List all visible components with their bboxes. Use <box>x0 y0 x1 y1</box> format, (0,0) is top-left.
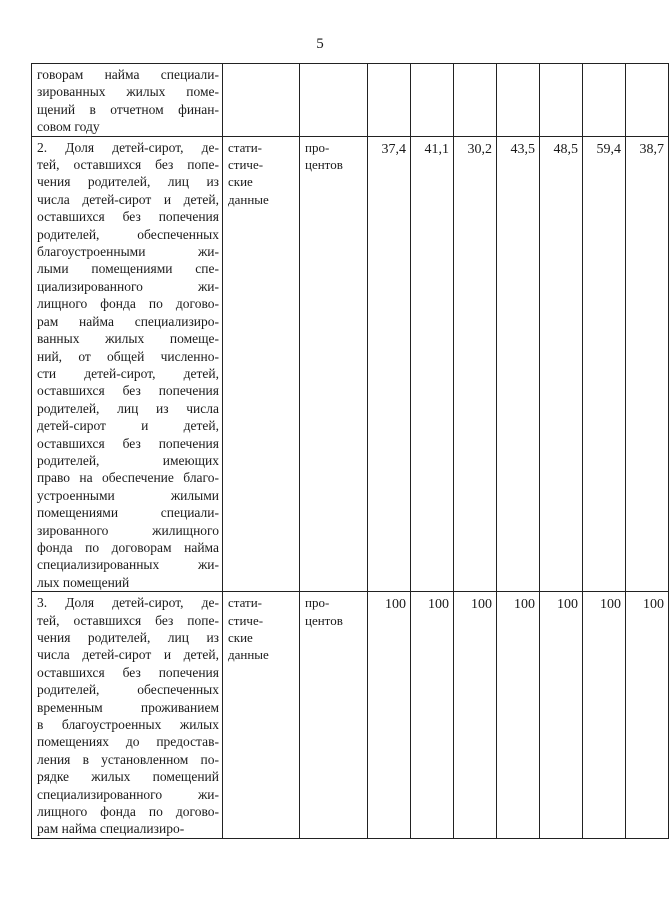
value-cell <box>540 64 583 137</box>
indicator-text-line: детей-сирот и детей, <box>37 418 219 434</box>
indicator-text-line: оставшихся без попечения <box>37 435 219 451</box>
value-cell <box>626 64 669 137</box>
indicator-text-line: оставшихся без попечения <box>37 664 219 680</box>
value-cell <box>368 64 411 137</box>
source-text-line: данные <box>228 191 269 207</box>
table-row <box>32 136 669 592</box>
indicator-text-line: благоустроенными жи- <box>37 244 219 260</box>
indicator-text-line: тей, оставшихся без попе- <box>37 157 219 173</box>
value-cell: 100 <box>368 592 411 839</box>
indicator-text-line: рам найма специализиро- <box>37 821 185 837</box>
indicator-text-line: помещениями специали- <box>37 505 219 521</box>
indicator-cell <box>32 64 223 137</box>
indicator-text-line: родителей, лиц из числа <box>37 400 219 416</box>
indicator-text-line: совом году <box>37 119 100 135</box>
unit-text-line: про- <box>305 139 330 155</box>
indicator-text-line: чения родителей, лиц из <box>37 630 219 645</box>
indicator-text-line: рядке жилых помещений <box>37 769 219 785</box>
indicator-text-line: специализированного жи- <box>37 786 219 802</box>
indicators-table <box>31 63 669 839</box>
indicator-text-line: щений в отчетном финан- <box>37 101 219 117</box>
value-cell: 100 <box>411 592 454 839</box>
indicator-text-line: лищного фонда по догово- <box>37 804 219 820</box>
indicator-text-line: ний, от общей численно- <box>37 348 219 364</box>
indicator-text-line: 2. Доля детей-сирот, де- <box>37 139 219 155</box>
indicator-text-line: временным проживанием <box>37 699 219 715</box>
source-cell <box>223 64 300 137</box>
source-cell <box>223 592 300 839</box>
indicator-text-line: зированного жилищного <box>37 522 219 538</box>
unit-cell <box>300 592 368 839</box>
indicator-text-line: чения родителей, лиц из <box>37 174 219 190</box>
indicator-text-line: зированных жилых поме- <box>37 84 219 100</box>
unit-text-line: центов <box>305 612 343 628</box>
unit-cell <box>300 64 368 137</box>
indicator-text-line: лых помещений <box>37 574 130 590</box>
indicator-text-line: 3. Доля детей-сирот, де- <box>37 595 219 611</box>
source-text-line: стати- <box>228 139 263 155</box>
value-cell: 100 <box>497 592 540 839</box>
value-cell: 30,2 <box>454 136 497 592</box>
indicator-text-line: числа детей-сирот и детей, <box>37 191 219 207</box>
indicator-text-line: циализированного жи- <box>37 278 219 294</box>
unit-cell <box>300 136 368 592</box>
indicator-text-line: устроенными жилыми <box>37 487 219 503</box>
indicator-text-line: тей, оставшихся без попе- <box>37 612 219 628</box>
value-cell: 43,5 <box>497 136 540 592</box>
indicator-text-line: помещениях до предостав- <box>37 734 219 750</box>
value-cell: 48,5 <box>540 136 583 592</box>
indicator-text-line: ванных жилых помеще- <box>37 331 219 347</box>
value-cell: 41,1 <box>411 136 454 592</box>
indicator-text-line: оставшихся без попечения <box>37 209 219 225</box>
indicator-text-line: рам найма специализиро- <box>37 313 219 329</box>
value-cell: 100 <box>583 592 626 839</box>
source-text-line: стиче- <box>228 612 264 628</box>
indicator-text-line: сти детей-сирот, детей, <box>37 365 219 381</box>
indicator-cell <box>32 136 223 592</box>
source-text-line: стати- <box>228 595 263 611</box>
indicator-text-line: ления в установленном по- <box>37 751 219 767</box>
source-text-line: данные <box>228 647 269 663</box>
indicator-text-line: говорам найма специали- <box>37 67 219 82</box>
source-text-line: стиче- <box>228 157 264 173</box>
value-cell: 38,7 <box>626 136 669 592</box>
indicator-text-line: право на обеспечение благо- <box>37 470 219 486</box>
table-row <box>32 64 669 137</box>
value-cell <box>583 64 626 137</box>
indicator-text-line: в благоустроенных жилых <box>37 717 219 733</box>
value-cell <box>497 64 540 137</box>
table-row <box>32 592 669 839</box>
unit-text-line: центов <box>305 157 343 173</box>
indicator-cell <box>32 592 223 839</box>
value-cell <box>454 64 497 137</box>
indicator-text-line: лищного фонда по догово- <box>37 296 219 312</box>
indicator-text-line: родителей, обеспеченных <box>37 682 219 698</box>
indicator-text-line: оставшихся без попечения <box>37 383 219 399</box>
value-cell: 100 <box>626 592 669 839</box>
unit-text-line: про- <box>305 595 330 611</box>
indicator-text-line: родителей, имеющих <box>37 452 219 468</box>
value-cell <box>411 64 454 137</box>
indicator-text-line: родителей, обеспеченных <box>37 226 219 242</box>
indicator-text-line: числа детей-сирот и детей, <box>37 647 219 663</box>
value-cell: 100 <box>454 592 497 839</box>
source-cell <box>223 136 300 592</box>
indicator-text-line: лыми помещениями спе- <box>37 261 219 277</box>
indicator-text-line: фонда по договорам найма <box>37 539 219 555</box>
value-cell: 100 <box>540 592 583 839</box>
value-cell: 37,4 <box>368 136 411 592</box>
indicator-text-line: специализированных жи- <box>37 557 219 573</box>
value-cell: 59,4 <box>583 136 626 592</box>
source-text-line: ские <box>228 174 253 190</box>
source-text-line: ские <box>228 630 253 645</box>
page-number: 5 <box>316 36 324 52</box>
